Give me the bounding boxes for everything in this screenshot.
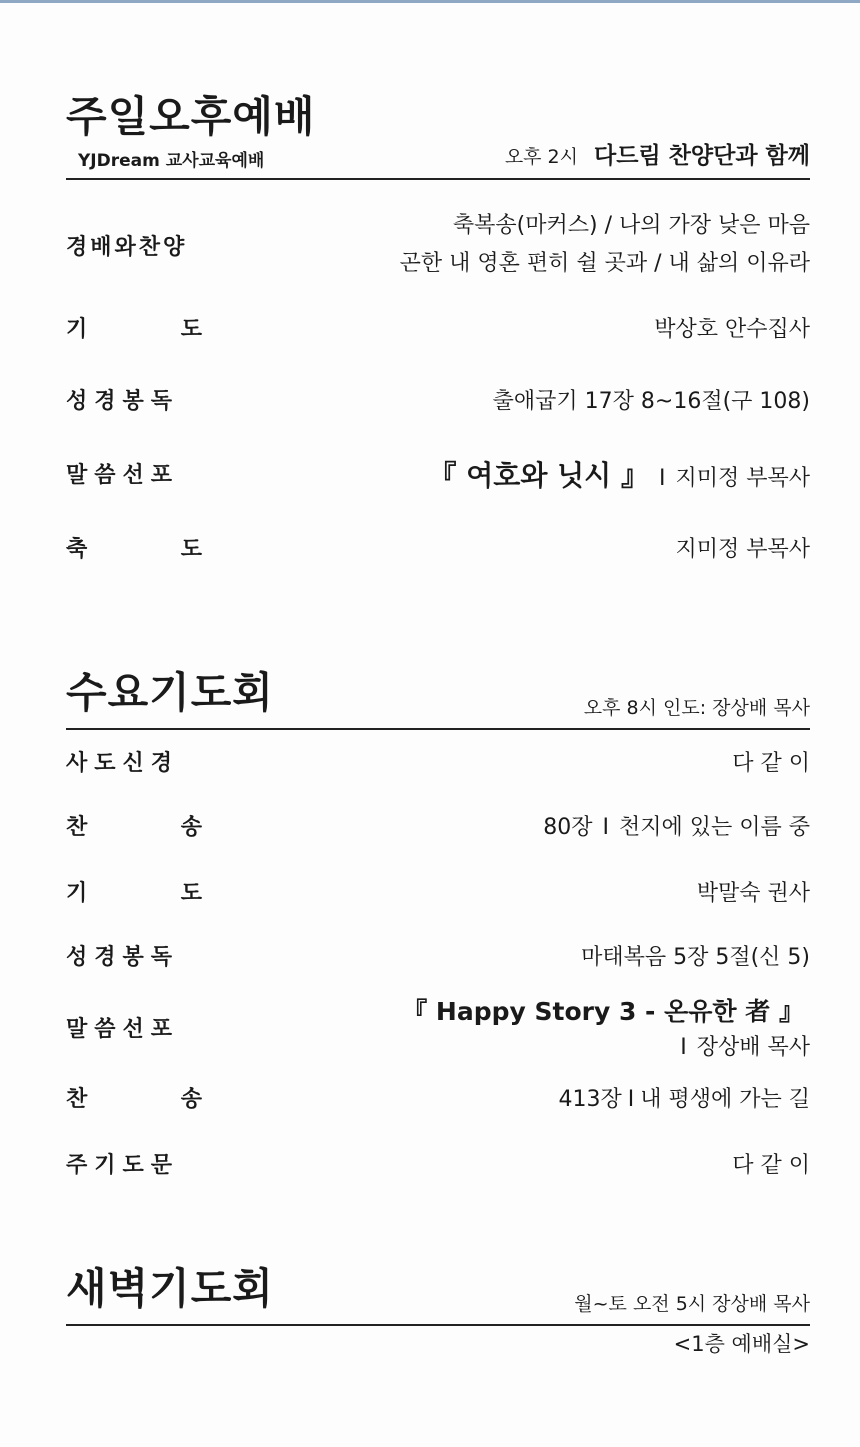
wednesday-title: 수요기도회	[66, 668, 274, 717]
sermon-value	[428, 454, 810, 494]
prayer-value: 박상호 안수집사	[654, 317, 810, 342]
sermon-title: 『 여호와 닛시 』	[428, 459, 649, 492]
wednesday-info: 오후 8시 인도: 장상배 목사	[583, 697, 810, 719]
wednesday-sermon-preacher-line	[670, 1030, 810, 1061]
dawn-section	[66, 1256, 810, 1356]
hymn-title: 내 평생에 가는 길	[640, 1087, 810, 1112]
label-char: 송	[180, 815, 202, 840]
row-label: 경배와찬양	[66, 235, 188, 260]
row-label: 성경봉독	[66, 945, 180, 970]
row-label: 말씀선포	[66, 1017, 180, 1042]
separator: I	[627, 1087, 635, 1112]
label-char: 찬	[66, 815, 88, 840]
row-label	[66, 312, 202, 343]
benediction-value: 지미정 부목사	[675, 537, 810, 562]
row-label	[66, 532, 202, 563]
lords-prayer-value: 다 같 이	[732, 1153, 810, 1178]
praise-line-2: 곤한 내 영혼 편히 쉴 곳과 / 내 삶의 이유라	[399, 251, 810, 276]
wednesday-section	[66, 660, 810, 730]
label-char: 찬	[66, 1087, 88, 1112]
sunday-service-time: 오후 2시	[504, 146, 579, 168]
hymn-2-value	[559, 1082, 811, 1113]
label-char: 송	[180, 1087, 202, 1112]
row-label	[66, 876, 202, 907]
row-label: 성경봉독	[66, 389, 180, 414]
sermon-preacher: 장상배 목사	[696, 1035, 810, 1060]
top-border	[0, 0, 860, 3]
separator: I	[680, 1035, 687, 1060]
sunday-service-info	[505, 137, 810, 170]
hymn-1-value	[543, 810, 810, 841]
sunday-service-header	[66, 92, 810, 180]
row-label: 말씀선포	[66, 463, 180, 488]
sunday-service-title: 주일오후예배	[66, 92, 316, 141]
row-label	[66, 810, 202, 841]
label-char: 기	[66, 317, 88, 342]
sunday-service-subtitle: YJDream 교사교육예배	[78, 151, 265, 171]
label-char: 도	[180, 317, 202, 342]
wednesday-reading-value: 마태복음 5장 5절(신 5)	[581, 945, 810, 970]
separator: I	[602, 815, 609, 840]
dawn-header	[66, 1256, 810, 1326]
label-char: 기	[66, 881, 88, 906]
row-label	[66, 1082, 202, 1113]
wednesday-header	[66, 660, 810, 730]
sunday-service-section	[66, 92, 810, 180]
hymn-title: 천지에 있는 이름 중	[619, 815, 810, 840]
praise-line-1: 축복송(마커스) / 나의 가장 낮은 마음	[452, 213, 810, 238]
wednesday-sermon-title: 『 Happy Story 3 - 온유한 者 』	[402, 997, 804, 1026]
dawn-location: <1층 예배실>	[673, 1332, 810, 1356]
hymn-number: 80장	[543, 815, 593, 840]
creed-value: 다 같 이	[732, 751, 810, 776]
reading-value: 출애굽기 17장 8~16절(구 108)	[492, 389, 810, 414]
sunday-service-with: 다드림 찬양단과 함께	[594, 143, 810, 169]
hymn-number: 413장	[558, 1087, 622, 1112]
row-label: 주기도문	[66, 1153, 180, 1178]
label-char: 도	[180, 537, 202, 562]
dawn-info: 월~토 오전 5시 장상배 목사	[574, 1293, 810, 1315]
label-char: 축	[66, 537, 88, 562]
wednesday-prayer-value: 박말숙 권사	[696, 881, 810, 906]
separator: I	[658, 466, 666, 491]
sermon-preacher: 지미정 부목사	[675, 466, 810, 491]
row-label: 사도신경	[66, 751, 180, 776]
label-char: 도	[180, 881, 202, 906]
dawn-title: 새벽기도회	[66, 1264, 274, 1313]
